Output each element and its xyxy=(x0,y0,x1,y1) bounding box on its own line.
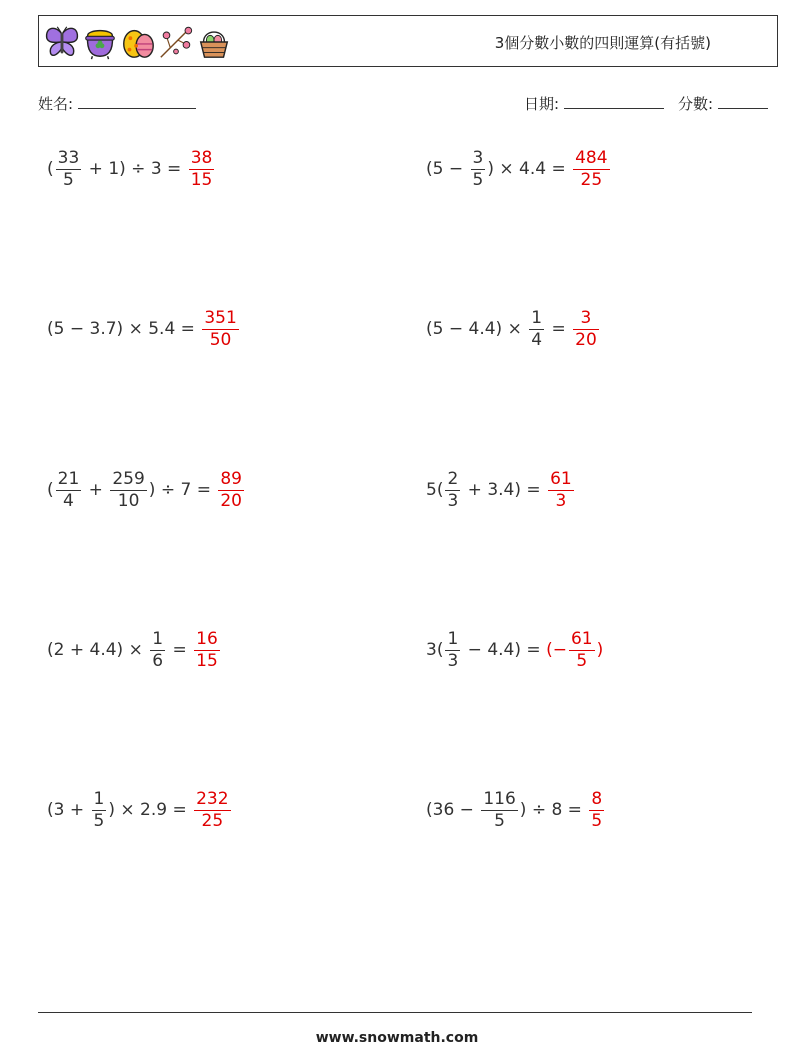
denominator: 5 xyxy=(481,810,517,830)
fraction xyxy=(445,468,460,511)
answer-fraction xyxy=(202,307,238,350)
expression-text: ) ÷ 8 = xyxy=(519,800,588,820)
problem-5 xyxy=(47,465,246,515)
score-label: 分數: xyxy=(678,95,714,113)
numerator: 2 xyxy=(447,468,459,489)
denominator: 25 xyxy=(194,810,230,830)
denominator: 5 xyxy=(569,650,595,670)
denominator: 4 xyxy=(531,329,543,350)
score-blank[interactable] xyxy=(718,94,768,109)
numerator: 1 xyxy=(447,628,459,649)
problem-6 xyxy=(426,465,576,515)
numerator: 16 xyxy=(196,628,218,649)
denominator: 5 xyxy=(56,169,82,189)
fraction xyxy=(56,147,82,190)
denominator: 15 xyxy=(196,650,218,671)
answer-fraction xyxy=(573,307,599,350)
footer-divider xyxy=(38,1012,752,1013)
expression-text: + 1) ÷ 3 = xyxy=(83,159,187,179)
footer-website: www.snowmath.com xyxy=(315,1030,479,1046)
denominator: 6 xyxy=(152,650,164,671)
numerator: 259 xyxy=(112,468,145,489)
fraction xyxy=(471,147,486,190)
numerator: 3 xyxy=(472,147,484,168)
problem-10 xyxy=(426,785,606,835)
problem-4 xyxy=(426,304,601,354)
name-field xyxy=(38,93,196,114)
expression-text: ) × 4.4 = xyxy=(487,159,572,179)
pot-of-gold-icon xyxy=(81,22,119,62)
problem-3 xyxy=(47,304,241,354)
problem-7 xyxy=(47,625,222,675)
numerator: 38 xyxy=(190,147,213,168)
expression-text: (5 − 3.7) × 5.4 = xyxy=(47,319,201,339)
numerator: 89 xyxy=(220,468,242,489)
numerator: 484 xyxy=(575,147,608,168)
numerator: 1 xyxy=(93,788,105,809)
denominator: 3 xyxy=(447,490,459,511)
fraction xyxy=(56,468,82,511)
expression-text: + 3.4) = xyxy=(462,480,547,500)
expression-text: ) ÷ 7 = xyxy=(148,480,217,500)
denominator: 20 xyxy=(575,329,597,350)
answer-fraction xyxy=(218,468,244,511)
problem-8 xyxy=(426,625,603,675)
answer-open-paren: (− xyxy=(546,640,567,660)
worksheet-header xyxy=(38,15,778,67)
answer-close-paren: ) xyxy=(596,640,604,660)
date-label: 日期: xyxy=(524,95,560,113)
denominator: 20 xyxy=(220,490,242,511)
expression-text: ) × 2.9 = xyxy=(108,800,193,820)
name-label: 姓名: xyxy=(38,95,74,113)
denominator: 25 xyxy=(573,169,609,189)
answer-fraction xyxy=(548,468,574,511)
numerator: 61 xyxy=(550,468,572,489)
fraction xyxy=(445,628,460,671)
denominator: 3 xyxy=(548,490,574,510)
easter-basket-icon xyxy=(195,22,233,62)
numerator: 116 xyxy=(483,788,516,809)
numerator: 33 xyxy=(57,147,80,168)
expression-text: 3( xyxy=(426,640,444,660)
score-field xyxy=(678,93,768,114)
numerator: 351 xyxy=(204,307,237,328)
fraction xyxy=(481,788,517,831)
butterfly-icon xyxy=(43,22,81,62)
problem-1 xyxy=(47,144,216,194)
expression-text: = xyxy=(167,640,193,660)
numerator: 61 xyxy=(570,628,593,649)
denominator: 4 xyxy=(56,490,82,510)
denominator: 5 xyxy=(472,169,484,190)
fraction xyxy=(110,468,146,511)
denominator: 10 xyxy=(110,490,146,510)
expression-text: (36 − xyxy=(426,800,480,820)
numerator: 3 xyxy=(580,307,592,328)
answer-fraction xyxy=(194,788,230,831)
problem-9 xyxy=(47,785,233,835)
numerator: 21 xyxy=(57,468,80,489)
denominator: 5 xyxy=(93,810,105,831)
denominator: 5 xyxy=(591,810,603,831)
answer-fraction xyxy=(569,628,595,671)
expression-text: (2 + 4.4) × xyxy=(47,640,149,660)
header-icons xyxy=(43,22,233,62)
expression-text: + xyxy=(83,480,109,500)
fraction xyxy=(92,788,107,831)
numerator: 1 xyxy=(152,628,164,649)
expression-text: ( xyxy=(47,159,54,179)
date-field xyxy=(524,93,664,114)
name-blank[interactable] xyxy=(78,94,196,109)
expression-text: (5 − 4.4) × xyxy=(426,319,528,339)
denominator: 3 xyxy=(447,650,459,671)
fraction xyxy=(529,307,544,350)
fraction xyxy=(150,628,165,671)
answer-fraction xyxy=(189,147,215,190)
worksheet-title: 3個分數小數的四則運算(有括號) xyxy=(494,34,711,52)
answer-fraction xyxy=(194,628,220,671)
flower-branch-icon xyxy=(157,22,195,62)
numerator: 8 xyxy=(591,788,603,809)
expression-text: − 4.4) = xyxy=(462,640,547,660)
problem-2 xyxy=(426,144,612,194)
answer-fraction xyxy=(573,147,609,190)
expression-text: (5 − xyxy=(426,159,469,179)
expression-text: = xyxy=(546,319,572,339)
denominator: 50 xyxy=(202,329,238,349)
numerator: 1 xyxy=(531,307,543,328)
expression-text: (3 + xyxy=(47,800,90,820)
answer-fraction xyxy=(589,788,604,831)
easter-eggs-icon xyxy=(119,22,157,62)
denominator: 15 xyxy=(190,169,213,190)
numerator: 232 xyxy=(196,788,229,809)
expression-text: ( xyxy=(47,480,54,500)
expression-text: 5( xyxy=(426,480,444,500)
date-blank[interactable] xyxy=(564,94,664,109)
